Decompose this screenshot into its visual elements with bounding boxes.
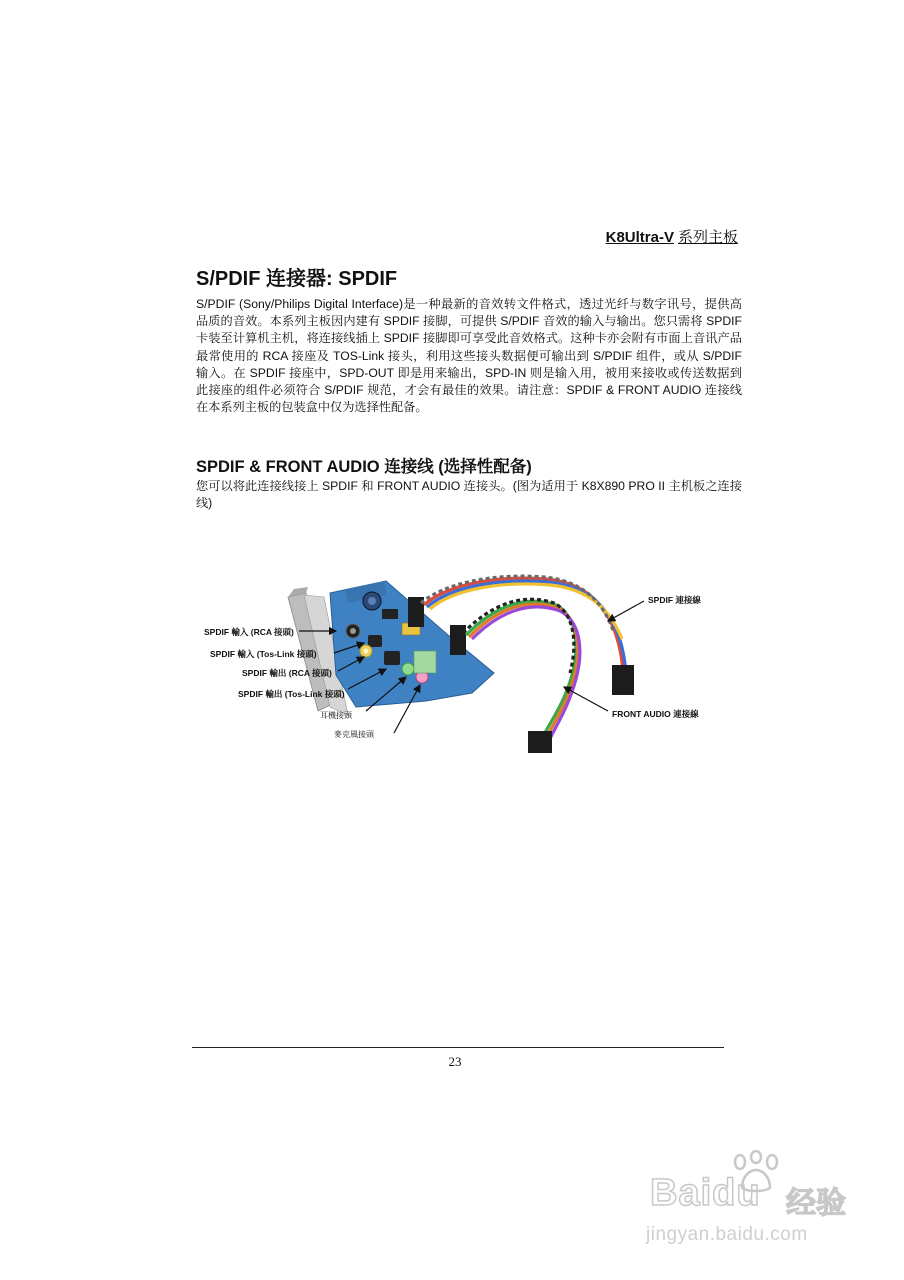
jack-toslink-out — [384, 651, 400, 665]
section-body-spdif-connector: S/PDIF (Sony/Philips Digital Interface)是一种最新的音效转文件格式，透过光纤与数字讯号，提供高品质的音效。本系列主板因内建有 SPDIF 接脚，可提供 S/PDIF 音效的输入与输出。您只需将 SPDIF 卡装至计算机主机，将连接线插上 SPDIF 接脚即可享受此音效格式。这种卡亦会附有市面上音讯产品最常使用的 RCA 接座及 TOS-Link 接头，利用这些接头数据便可输出到 S/PDIF 组件，或从 S/PDIF 输入。在 SPDIF 接座中，SPD-OUT 即是用来输出，SPD-IN 则是输入用，被用来接收或传送数据到此接座的组件必须符合 S/PDIF 规范，才会有最佳的效果。请注意：SPDIF & FRONT AUDIO 连接线在本系列主板的包装盒中仅为选择性配备。 — [196, 297, 742, 415]
label-headphone: 耳機接頭 — [320, 711, 352, 720]
front-audio-cable-connector — [528, 731, 552, 753]
label-spdif-out-rca: SPDIF 輸出 (RCA 接頭) — [242, 668, 332, 678]
watermark-url: jingyan.baidu.com — [646, 1224, 808, 1245]
watermark-brand: Baidu — [650, 1172, 761, 1214]
spdif-card-illustration — [196, 565, 756, 755]
label-spdif-in-rca: SPDIF 輸入 (RCA 接頭) — [204, 627, 294, 637]
card-pin-header-2 — [450, 625, 466, 655]
header-model: K8Ultra-V — [605, 229, 674, 246]
baidu-watermark — [644, 1150, 864, 1260]
jack-toslink-in — [368, 635, 382, 647]
label-spdif-out-tos: SPDIF 輸出 (Tos-Link 接頭) — [238, 689, 345, 699]
label-spdif-cable: SPDIF 連接線 — [648, 595, 701, 605]
spdif-card-figure — [196, 565, 756, 755]
header-series: 系列主板 — [677, 229, 738, 246]
spdif-cable-connector — [612, 665, 634, 695]
label-microphone: 麥克風接頭 — [334, 730, 374, 739]
footer-rule — [192, 1047, 724, 1048]
jack-rca-in — [346, 624, 360, 638]
label-front-audio-cable: FRONT AUDIO 連接線 — [612, 709, 699, 719]
watermark-brand-cn: 经验 — [786, 1187, 846, 1220]
jack-rca-out — [360, 645, 372, 657]
section-title-cable: SPDIF & FRONT AUDIO 连接线 (选择性配备) — [196, 458, 532, 476]
running-header — [560, 226, 738, 247]
label-spdif-in-tos: SPDIF 輸入 (Tos-Link 接頭) — [210, 649, 317, 659]
section-title-spdif-connector: S/PDIF 连接器: SPDIF — [196, 268, 398, 290]
page-number: 23 — [448, 1054, 462, 1069]
section-body-cable: 您可以将此连接线接上 SPDIF 和 FRONT AUDIO 连接头。(图为适用于 K8X890 PRO II 主机板之连接线) — [196, 479, 742, 511]
jack-headphone — [402, 663, 414, 675]
